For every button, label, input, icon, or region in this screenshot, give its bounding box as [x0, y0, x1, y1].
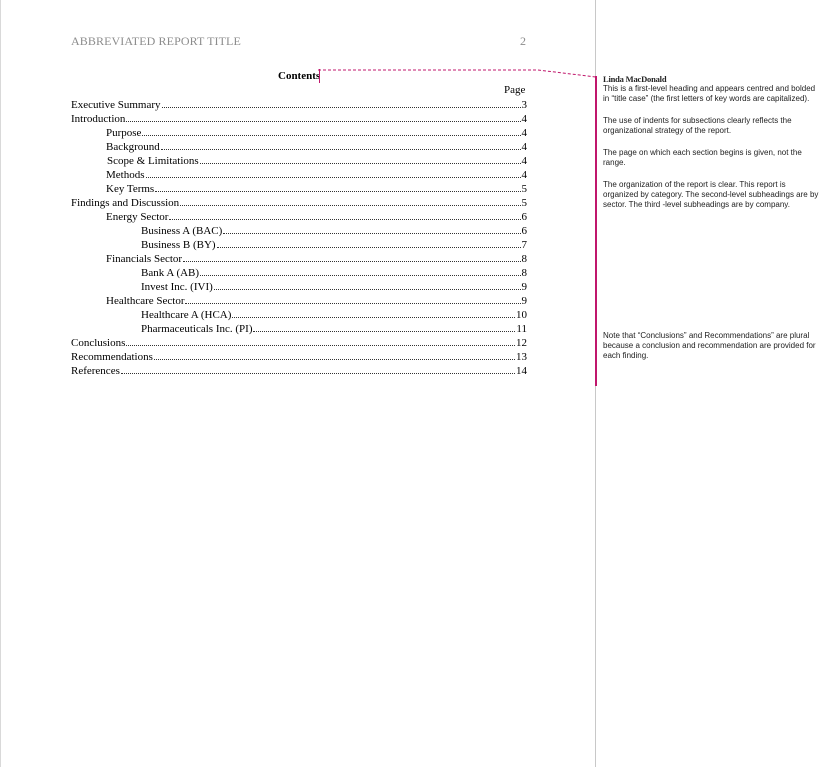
toc-entry-purpose[interactable]	[71, 125, 527, 139]
toc-entry-financials-sector[interactable]	[71, 251, 527, 265]
toc-entry-label: Pharmaceuticals Inc. (PI)	[141, 323, 253, 335]
toc-entry-page: 4	[521, 127, 527, 139]
comment-author: Linda MacDonald	[603, 74, 667, 84]
toc-entry-business-a[interactable]	[71, 223, 527, 237]
toc-entry-page: 12	[516, 337, 527, 349]
toc-entry-page: 7	[521, 239, 527, 251]
dot-leader	[162, 107, 521, 108]
comment-balloon[interactable]	[603, 74, 821, 360]
toc-entry-page: 11	[516, 323, 527, 335]
toc-entry-page: 9	[521, 281, 527, 293]
toc-entry-page: 5	[521, 197, 527, 209]
toc-entry-healthcare-a[interactable]	[71, 307, 527, 321]
dot-leader	[253, 331, 515, 332]
running-header-title: ABBREVIATED REPORT TITLE	[71, 34, 241, 48]
comment-paragraph: The organization of the report is clear. This report is organized by category. The second-level subheadings are by sector. The third -level subheadings are by company.	[603, 180, 819, 209]
toc-entry-methods[interactable]	[71, 167, 527, 181]
toc-entry-background[interactable]	[71, 139, 527, 153]
toc-entry-page: 8	[521, 267, 527, 279]
toc-entry-label: Business A (BAC)	[141, 225, 223, 237]
dot-leader	[169, 219, 520, 220]
toc-entry-business-b[interactable]	[71, 237, 527, 251]
toc-entry-label: Background	[106, 141, 160, 153]
toc-entry-label: Bank A (AB)	[141, 267, 200, 279]
toc-entry-references[interactable]	[71, 363, 527, 377]
dot-leader	[232, 317, 515, 318]
dot-leader	[126, 121, 520, 122]
dot-leader	[142, 135, 520, 136]
dot-leader	[155, 191, 520, 192]
toc-entry-recommendations[interactable]	[71, 349, 527, 363]
toc-entry-key-terms[interactable]	[71, 181, 527, 195]
toc-entry-page: 4	[521, 141, 527, 153]
dot-leader	[223, 233, 520, 234]
dot-leader	[126, 345, 515, 346]
toc-entry-label: Healthcare A (HCA)	[141, 309, 232, 321]
dot-leader	[161, 149, 521, 150]
dot-leader	[180, 205, 520, 206]
toc-entry-label: Business B (BY)	[141, 239, 216, 251]
dot-leader	[121, 373, 515, 374]
toc-entry-page: 4	[521, 155, 527, 167]
toc-entry-label: References	[71, 365, 120, 377]
comment-paragraph: The use of indents for subsections clearly reflects the organizational strategy of the report.	[603, 116, 792, 135]
dot-leader	[185, 303, 520, 304]
running-header-page-number: 2	[520, 34, 526, 48]
toc-entry-label: Introduction	[71, 113, 126, 125]
toc-entry-introduction[interactable]	[71, 111, 527, 125]
page-column-label: Page	[504, 84, 526, 96]
comment-paragraph: The page on which each section begins is given, not the range.	[603, 148, 802, 167]
table-of-contents	[71, 97, 527, 377]
comment-paragraph: This is a first-level heading and appears centred and bolded in “title case” (the first letters of key words are capitalized).	[603, 84, 816, 103]
toc-entry-label: Purpose	[106, 127, 142, 139]
toc-entry-label: Healthcare Sector	[106, 295, 185, 307]
toc-entry-page: 6	[521, 211, 527, 223]
toc-entry-page: 5	[521, 183, 527, 195]
toc-entry-conclusions[interactable]	[71, 335, 527, 349]
toc-entry-page: 3	[521, 99, 527, 111]
toc-entry-page: 14	[516, 365, 527, 377]
toc-entry-executive-summary[interactable]	[71, 97, 527, 111]
toc-entry-page: 4	[521, 169, 527, 181]
toc-entry-label: Energy Sector	[106, 211, 169, 223]
toc-entry-label: Conclusions	[71, 337, 126, 349]
toc-entry-label: Methods	[106, 169, 145, 181]
contents-heading[interactable]: Contents	[278, 70, 321, 82]
toc-entry-pharmaceuticals-inc[interactable]	[71, 321, 527, 335]
toc-entry-label: Invest Inc. (IVI)	[141, 281, 213, 293]
toc-entry-page: 13	[516, 351, 527, 363]
toc-entry-page: 4	[521, 113, 527, 125]
dot-leader	[200, 275, 520, 276]
comment-highlight-bar	[595, 76, 597, 386]
toc-entry-page: 10	[516, 309, 527, 321]
toc-entry-findings-discussion[interactable]	[71, 195, 527, 209]
dot-leader	[217, 247, 521, 248]
dot-leader	[146, 177, 521, 178]
toc-entry-page: 6	[521, 225, 527, 237]
dot-leader	[200, 163, 521, 164]
toc-entry-bank-a[interactable]	[71, 265, 527, 279]
comment-paragraph: Note that “Conclusions” and Recommendations” are plural because a conclusion and recommendation are provided for each finding.	[603, 331, 816, 360]
toc-entry-page: 9	[521, 295, 527, 307]
dot-leader	[214, 289, 521, 290]
dot-leader	[183, 261, 520, 262]
toc-entry-label: Scope & Limitations	[107, 155, 199, 167]
toc-entry-label: Findings and Discussion	[71, 197, 180, 209]
toc-entry-energy-sector[interactable]	[71, 209, 527, 223]
toc-entry-page: 8	[521, 253, 527, 265]
dot-leader	[154, 359, 515, 360]
toc-entry-label: Key Terms	[106, 183, 155, 195]
toc-entry-label: Recommendations	[71, 351, 153, 363]
toc-entry-scope-limitations[interactable]	[71, 153, 527, 167]
comment-anchor-marker[interactable]	[319, 69, 320, 83]
toc-entry-healthcare-sector[interactable]	[71, 293, 527, 307]
toc-entry-invest-inc[interactable]	[71, 279, 527, 293]
toc-entry-label: Executive Summary	[71, 99, 161, 111]
toc-entry-label: Financials Sector	[106, 253, 183, 265]
